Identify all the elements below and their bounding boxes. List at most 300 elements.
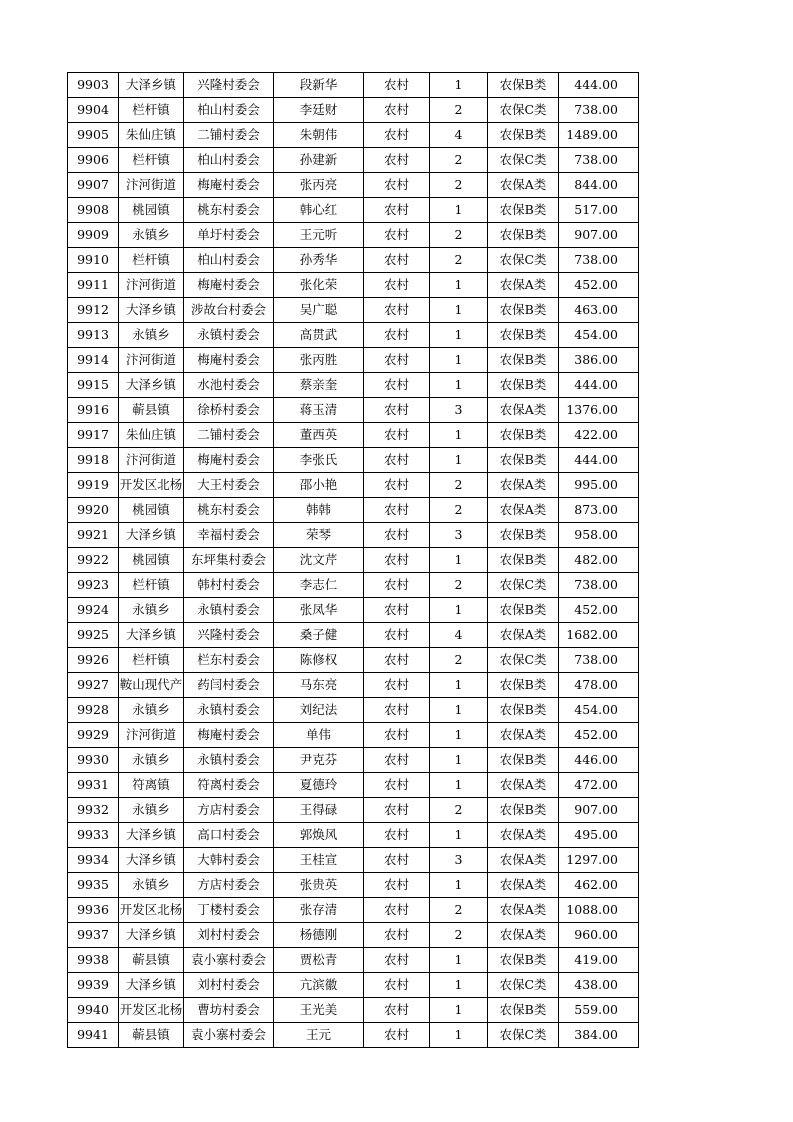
serial-cell: 9919 — [68, 473, 119, 498]
residence-type-cell: 农村 — [364, 898, 430, 923]
amount-cell: 462.00 — [559, 873, 639, 898]
village-cell: 水池村委会 — [184, 373, 274, 398]
village-cell: 袁小寨村委会 — [184, 948, 274, 973]
village-cell: 曹坊村委会 — [184, 998, 274, 1023]
amount-cell: 1088.00 — [559, 898, 639, 923]
table-row — [68, 323, 639, 348]
village-cell: 永镇村委会 — [184, 598, 274, 623]
amount-cell: 559.00 — [559, 998, 639, 1023]
table-row — [68, 273, 639, 298]
town-cell: 桃园镇 — [119, 498, 184, 523]
table-row — [68, 773, 639, 798]
town-cell: 栏杆镇 — [119, 148, 184, 173]
name-cell: 马东亮 — [274, 673, 364, 698]
town-cell: 开发区北杨 — [119, 473, 184, 498]
village-cell: 永镇村委会 — [184, 698, 274, 723]
village-cell: 柏山村委会 — [184, 98, 274, 123]
amount-cell: 907.00 — [559, 223, 639, 248]
amount-cell: 738.00 — [559, 148, 639, 173]
name-cell: 王光美 — [274, 998, 364, 1023]
table-row — [68, 898, 639, 923]
insurance-category-cell: 农保A类 — [488, 173, 559, 198]
table-row — [68, 1023, 639, 1048]
village-cell: 丁楼村委会 — [184, 898, 274, 923]
town-cell: 大泽乡镇 — [119, 848, 184, 873]
name-cell: 夏德玲 — [274, 773, 364, 798]
residence-type-cell: 农村 — [364, 773, 430, 798]
household-size-cell: 2 — [430, 148, 488, 173]
table-row — [68, 498, 639, 523]
village-cell: 徐桥村委会 — [184, 398, 274, 423]
amount-cell: 463.00 — [559, 298, 639, 323]
serial-cell: 9918 — [68, 448, 119, 473]
residence-type-cell: 农村 — [364, 798, 430, 823]
household-size-cell: 1 — [430, 973, 488, 998]
household-size-cell: 2 — [430, 173, 488, 198]
table-row — [68, 73, 639, 98]
household-size-cell: 2 — [430, 248, 488, 273]
serial-cell: 9939 — [68, 973, 119, 998]
serial-cell: 9937 — [68, 923, 119, 948]
table-row — [68, 923, 639, 948]
amount-cell: 738.00 — [559, 248, 639, 273]
name-cell: 王得碌 — [274, 798, 364, 823]
town-cell: 大泽乡镇 — [119, 923, 184, 948]
village-cell: 桃东村委会 — [184, 498, 274, 523]
insurance-category-cell: 农保B类 — [488, 73, 559, 98]
table-row — [68, 873, 639, 898]
household-size-cell: 3 — [430, 523, 488, 548]
table-body — [68, 73, 639, 1048]
amount-cell: 1376.00 — [559, 398, 639, 423]
amount-cell: 844.00 — [559, 173, 639, 198]
name-cell: 张贵英 — [274, 873, 364, 898]
insurance-category-cell: 农保B类 — [488, 948, 559, 973]
town-cell: 汴河街道 — [119, 448, 184, 473]
serial-cell: 9930 — [68, 748, 119, 773]
amount-cell: 452.00 — [559, 723, 639, 748]
residence-type-cell: 农村 — [364, 498, 430, 523]
serial-cell: 9908 — [68, 198, 119, 223]
table-row — [68, 248, 639, 273]
village-cell: 韩村村委会 — [184, 573, 274, 598]
town-cell: 永镇乡 — [119, 698, 184, 723]
village-cell: 东坪集村委会 — [184, 548, 274, 573]
insurance-category-cell: 农保C类 — [488, 148, 559, 173]
table-row — [68, 648, 639, 673]
serial-cell: 9916 — [68, 398, 119, 423]
village-cell: 药闫村委会 — [184, 673, 274, 698]
name-cell: 王元 — [274, 1023, 364, 1048]
serial-cell: 9936 — [68, 898, 119, 923]
name-cell: 张丙亮 — [274, 173, 364, 198]
residence-type-cell: 农村 — [364, 1023, 430, 1048]
town-cell: 蕲县镇 — [119, 1023, 184, 1048]
amount-cell: 386.00 — [559, 348, 639, 373]
residence-type-cell: 农村 — [364, 648, 430, 673]
amount-cell: 738.00 — [559, 98, 639, 123]
name-cell: 张丙胜 — [274, 348, 364, 373]
town-cell: 开发区北杨 — [119, 898, 184, 923]
residence-type-cell: 农村 — [364, 523, 430, 548]
name-cell: 张凤华 — [274, 598, 364, 623]
amount-cell: 438.00 — [559, 973, 639, 998]
serial-cell: 9924 — [68, 598, 119, 623]
name-cell: 韩韩 — [274, 498, 364, 523]
table-row — [68, 848, 639, 873]
amount-cell: 452.00 — [559, 598, 639, 623]
residence-type-cell: 农村 — [364, 598, 430, 623]
amount-cell: 907.00 — [559, 798, 639, 823]
residence-type-cell: 农村 — [364, 198, 430, 223]
name-cell: 孙建新 — [274, 148, 364, 173]
residence-type-cell: 农村 — [364, 548, 430, 573]
amount-cell: 1489.00 — [559, 123, 639, 148]
table-row — [68, 223, 639, 248]
household-size-cell: 2 — [430, 473, 488, 498]
household-size-cell: 1 — [430, 998, 488, 1023]
residence-type-cell: 农村 — [364, 323, 430, 348]
amount-cell: 1297.00 — [559, 848, 639, 873]
town-cell: 桃园镇 — [119, 548, 184, 573]
insurance-category-cell: 农保A类 — [488, 273, 559, 298]
residence-type-cell: 农村 — [364, 223, 430, 248]
table-row — [68, 98, 639, 123]
village-cell: 大王村委会 — [184, 473, 274, 498]
town-cell: 大泽乡镇 — [119, 973, 184, 998]
household-size-cell: 2 — [430, 498, 488, 523]
name-cell: 王桂宣 — [274, 848, 364, 873]
town-cell: 汴河街道 — [119, 348, 184, 373]
village-cell: 梅庵村委会 — [184, 448, 274, 473]
table-row — [68, 973, 639, 998]
amount-cell: 444.00 — [559, 448, 639, 473]
village-cell: 刘村村委会 — [184, 923, 274, 948]
amount-cell: 958.00 — [559, 523, 639, 548]
amount-cell: 444.00 — [559, 73, 639, 98]
table-row — [68, 998, 639, 1023]
name-cell: 朱朝伟 — [274, 123, 364, 148]
serial-cell: 9926 — [68, 648, 119, 673]
insurance-category-cell: 农保A类 — [488, 473, 559, 498]
insurance-category-cell: 农保A类 — [488, 923, 559, 948]
household-size-cell: 2 — [430, 648, 488, 673]
serial-cell: 9915 — [68, 373, 119, 398]
name-cell: 桑子健 — [274, 623, 364, 648]
table-row — [68, 198, 639, 223]
insurance-category-cell: 农保A类 — [488, 898, 559, 923]
name-cell: 李张氏 — [274, 448, 364, 473]
town-cell: 大泽乡镇 — [119, 523, 184, 548]
amount-cell: 517.00 — [559, 198, 639, 223]
village-cell: 桃东村委会 — [184, 198, 274, 223]
table-row — [68, 348, 639, 373]
name-cell: 杨德刚 — [274, 923, 364, 948]
insurance-category-cell: 农保B类 — [488, 748, 559, 773]
table-row — [68, 298, 639, 323]
household-size-cell: 1 — [430, 723, 488, 748]
name-cell: 韩心红 — [274, 198, 364, 223]
household-size-cell: 1 — [430, 873, 488, 898]
amount-cell: 482.00 — [559, 548, 639, 573]
name-cell: 尹克芬 — [274, 748, 364, 773]
name-cell: 邵小艳 — [274, 473, 364, 498]
household-size-cell: 1 — [430, 773, 488, 798]
town-cell: 蕲县镇 — [119, 398, 184, 423]
serial-cell: 9941 — [68, 1023, 119, 1048]
village-cell: 梅庵村委会 — [184, 348, 274, 373]
serial-cell: 9921 — [68, 523, 119, 548]
relief-roster-table — [67, 72, 639, 1048]
amount-cell: 995.00 — [559, 473, 639, 498]
village-cell: 兴隆村委会 — [184, 623, 274, 648]
serial-cell: 9923 — [68, 573, 119, 598]
insurance-category-cell: 农保A类 — [488, 823, 559, 848]
insurance-category-cell: 农保B类 — [488, 698, 559, 723]
insurance-category-cell: 农保B类 — [488, 548, 559, 573]
household-size-cell: 4 — [430, 623, 488, 648]
residence-type-cell: 农村 — [364, 398, 430, 423]
household-size-cell: 1 — [430, 348, 488, 373]
serial-cell: 9906 — [68, 148, 119, 173]
amount-cell: 452.00 — [559, 273, 639, 298]
name-cell: 张存清 — [274, 898, 364, 923]
household-size-cell: 1 — [430, 598, 488, 623]
name-cell: 孙秀华 — [274, 248, 364, 273]
residence-type-cell: 农村 — [364, 698, 430, 723]
table-row — [68, 698, 639, 723]
serial-cell: 9903 — [68, 73, 119, 98]
amount-cell: 738.00 — [559, 648, 639, 673]
insurance-category-cell: 农保B类 — [488, 323, 559, 348]
household-size-cell: 1 — [430, 423, 488, 448]
name-cell: 单伟 — [274, 723, 364, 748]
village-cell: 方店村委会 — [184, 798, 274, 823]
village-cell: 柏山村委会 — [184, 148, 274, 173]
household-size-cell: 1 — [430, 673, 488, 698]
insurance-category-cell: 农保C类 — [488, 648, 559, 673]
household-size-cell: 1 — [430, 448, 488, 473]
table-row — [68, 573, 639, 598]
name-cell: 陈修权 — [274, 648, 364, 673]
amount-cell: 873.00 — [559, 498, 639, 523]
town-cell: 鞍山现代产 — [119, 673, 184, 698]
table-row — [68, 548, 639, 573]
village-cell: 符离村委会 — [184, 773, 274, 798]
serial-cell: 9933 — [68, 823, 119, 848]
name-cell: 李廷财 — [274, 98, 364, 123]
residence-type-cell: 农村 — [364, 873, 430, 898]
household-size-cell: 1 — [430, 373, 488, 398]
household-size-cell: 1 — [430, 698, 488, 723]
serial-cell: 9927 — [68, 673, 119, 698]
insurance-category-cell: 农保A类 — [488, 723, 559, 748]
amount-cell: 960.00 — [559, 923, 639, 948]
town-cell: 永镇乡 — [119, 598, 184, 623]
insurance-category-cell: 农保B类 — [488, 123, 559, 148]
household-size-cell: 1 — [430, 823, 488, 848]
insurance-category-cell: 农保C类 — [488, 573, 559, 598]
residence-type-cell: 农村 — [364, 298, 430, 323]
insurance-category-cell: 农保B类 — [488, 798, 559, 823]
town-cell: 永镇乡 — [119, 748, 184, 773]
household-size-cell: 2 — [430, 223, 488, 248]
village-cell: 高口村委会 — [184, 823, 274, 848]
amount-cell: 454.00 — [559, 323, 639, 348]
serial-cell: 9934 — [68, 848, 119, 873]
insurance-category-cell: 农保A类 — [488, 498, 559, 523]
name-cell: 段新华 — [274, 73, 364, 98]
serial-cell: 9913 — [68, 323, 119, 348]
insurance-category-cell: 农保A类 — [488, 873, 559, 898]
residence-type-cell: 农村 — [364, 573, 430, 598]
residence-type-cell: 农村 — [364, 248, 430, 273]
town-cell: 开发区北杨 — [119, 998, 184, 1023]
household-size-cell: 1 — [430, 73, 488, 98]
serial-cell: 9912 — [68, 298, 119, 323]
town-cell: 桃园镇 — [119, 198, 184, 223]
table-row — [68, 823, 639, 848]
amount-cell: 738.00 — [559, 573, 639, 598]
table-row — [68, 623, 639, 648]
serial-cell: 9914 — [68, 348, 119, 373]
serial-cell: 9940 — [68, 998, 119, 1023]
household-size-cell: 3 — [430, 848, 488, 873]
household-size-cell: 1 — [430, 748, 488, 773]
village-cell: 梅庵村委会 — [184, 723, 274, 748]
town-cell: 栏杆镇 — [119, 248, 184, 273]
town-cell: 符离镇 — [119, 773, 184, 798]
town-cell: 大泽乡镇 — [119, 298, 184, 323]
village-cell: 单圩村委会 — [184, 223, 274, 248]
town-cell: 汴河街道 — [119, 273, 184, 298]
insurance-category-cell: 农保B类 — [488, 198, 559, 223]
amount-cell: 422.00 — [559, 423, 639, 448]
insurance-category-cell: 农保C类 — [488, 98, 559, 123]
insurance-category-cell: 农保B类 — [488, 673, 559, 698]
insurance-category-cell: 农保A类 — [488, 623, 559, 648]
town-cell: 栏杆镇 — [119, 648, 184, 673]
amount-cell: 478.00 — [559, 673, 639, 698]
insurance-category-cell: 农保B类 — [488, 523, 559, 548]
village-cell: 兴隆村委会 — [184, 73, 274, 98]
name-cell: 沈文芹 — [274, 548, 364, 573]
table-row — [68, 948, 639, 973]
town-cell: 大泽乡镇 — [119, 623, 184, 648]
town-cell: 汴河街道 — [119, 173, 184, 198]
village-cell: 方店村委会 — [184, 873, 274, 898]
village-cell: 梅庵村委会 — [184, 173, 274, 198]
residence-type-cell: 农村 — [364, 473, 430, 498]
residence-type-cell: 农村 — [364, 273, 430, 298]
insurance-category-cell: 农保C类 — [488, 973, 559, 998]
table-row — [68, 473, 639, 498]
insurance-category-cell: 农保B类 — [488, 373, 559, 398]
serial-cell: 9910 — [68, 248, 119, 273]
name-cell: 郭焕风 — [274, 823, 364, 848]
serial-cell: 9932 — [68, 798, 119, 823]
name-cell: 王元听 — [274, 223, 364, 248]
village-cell: 永镇村委会 — [184, 323, 274, 348]
amount-cell: 384.00 — [559, 1023, 639, 1048]
household-size-cell: 1 — [430, 273, 488, 298]
serial-cell: 9929 — [68, 723, 119, 748]
household-size-cell: 3 — [430, 398, 488, 423]
name-cell: 荣琴 — [274, 523, 364, 548]
village-cell: 袁小寨村委会 — [184, 1023, 274, 1048]
table-row — [68, 448, 639, 473]
household-size-cell: 2 — [430, 573, 488, 598]
insurance-category-cell: 农保B类 — [488, 598, 559, 623]
town-cell: 朱仙庄镇 — [119, 123, 184, 148]
insurance-category-cell: 农保B类 — [488, 298, 559, 323]
table-row — [68, 173, 639, 198]
table-row — [68, 423, 639, 448]
town-cell: 朱仙庄镇 — [119, 423, 184, 448]
village-cell: 二铺村委会 — [184, 423, 274, 448]
residence-type-cell: 农村 — [364, 723, 430, 748]
serial-cell: 9907 — [68, 173, 119, 198]
table-row — [68, 398, 639, 423]
town-cell: 永镇乡 — [119, 798, 184, 823]
insurance-category-cell: 农保B类 — [488, 423, 559, 448]
serial-cell: 9928 — [68, 698, 119, 723]
town-cell: 大泽乡镇 — [119, 823, 184, 848]
residence-type-cell: 农村 — [364, 673, 430, 698]
serial-cell: 9922 — [68, 548, 119, 573]
amount-cell: 495.00 — [559, 823, 639, 848]
serial-cell: 9911 — [68, 273, 119, 298]
household-size-cell: 2 — [430, 798, 488, 823]
residence-type-cell: 农村 — [364, 848, 430, 873]
residence-type-cell: 农村 — [364, 973, 430, 998]
residence-type-cell: 农村 — [364, 623, 430, 648]
name-cell: 刘纪法 — [274, 698, 364, 723]
amount-cell: 419.00 — [559, 948, 639, 973]
town-cell: 永镇乡 — [119, 223, 184, 248]
residence-type-cell: 农村 — [364, 98, 430, 123]
table-row — [68, 798, 639, 823]
household-size-cell: 1 — [430, 1023, 488, 1048]
table-row — [68, 673, 639, 698]
household-size-cell: 2 — [430, 923, 488, 948]
name-cell: 吴广聪 — [274, 298, 364, 323]
residence-type-cell: 农村 — [364, 348, 430, 373]
name-cell: 张化荣 — [274, 273, 364, 298]
insurance-category-cell: 农保B类 — [488, 223, 559, 248]
name-cell: 亢滨徽 — [274, 973, 364, 998]
table-row — [68, 523, 639, 548]
insurance-category-cell: 农保B类 — [488, 348, 559, 373]
village-cell: 永镇村委会 — [184, 748, 274, 773]
insurance-category-cell: 农保A类 — [488, 398, 559, 423]
insurance-category-cell: 农保C类 — [488, 248, 559, 273]
name-cell: 蒋玉清 — [274, 398, 364, 423]
insurance-category-cell: 农保B类 — [488, 998, 559, 1023]
residence-type-cell: 农村 — [364, 423, 430, 448]
residence-type-cell: 农村 — [364, 823, 430, 848]
amount-cell: 1682.00 — [559, 623, 639, 648]
serial-cell: 9938 — [68, 948, 119, 973]
village-cell: 涉故台村委会 — [184, 298, 274, 323]
residence-type-cell: 农村 — [364, 948, 430, 973]
insurance-category-cell: 农保A类 — [488, 848, 559, 873]
insurance-category-cell: 农保A类 — [488, 773, 559, 798]
household-size-cell: 2 — [430, 898, 488, 923]
serial-cell: 9925 — [68, 623, 119, 648]
town-cell: 大泽乡镇 — [119, 373, 184, 398]
insurance-category-cell: 农保C类 — [488, 1023, 559, 1048]
